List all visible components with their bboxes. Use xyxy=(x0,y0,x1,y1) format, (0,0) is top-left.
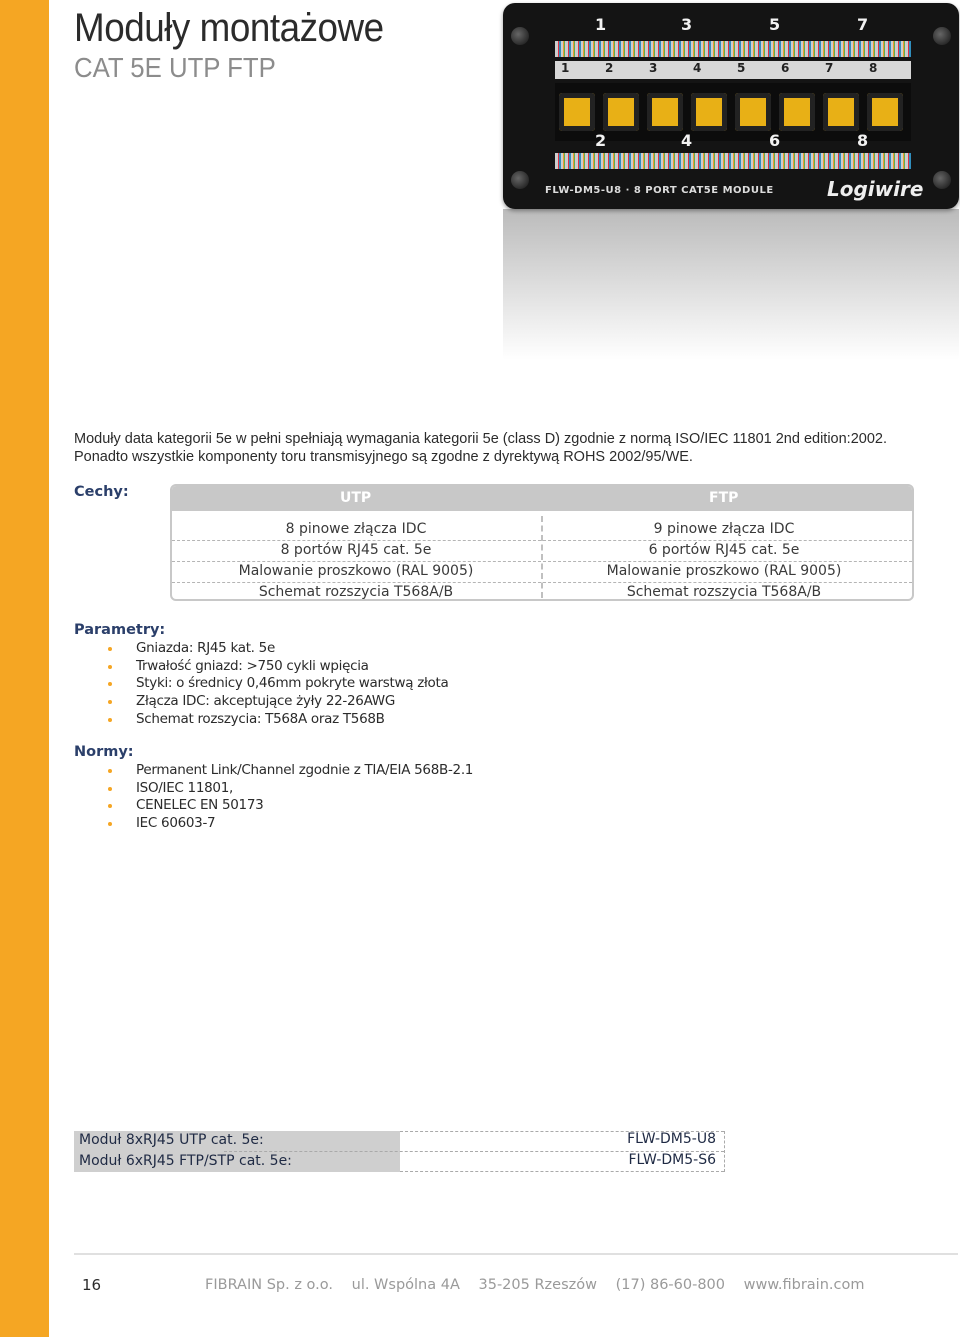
parameters-list xyxy=(108,640,448,728)
feature-cell: Malowanie proszkowo (RAL 9005) xyxy=(606,563,842,579)
table-dash xyxy=(400,1171,724,1172)
footer-company: FIBRAIN Sp. z o.o. xyxy=(205,1277,334,1293)
strip-number: 3 xyxy=(649,61,658,75)
table-dash xyxy=(724,1131,725,1172)
list-item: Styki: o średnicy 0,46mm pokryte warstwą złota xyxy=(108,675,448,693)
footer-website[interactable]: www.fibrain.com xyxy=(743,1277,865,1293)
table-dash xyxy=(224,1151,724,1152)
idc-strip-top xyxy=(555,41,911,57)
norms-list xyxy=(108,762,473,833)
idc-strip-bottom xyxy=(555,153,911,169)
feature-cell: 8 pinowe złącza IDC xyxy=(285,521,427,537)
rj45-port xyxy=(559,93,595,131)
rj45-port xyxy=(691,93,727,131)
intro-text xyxy=(74,430,954,466)
module-model-text: FLW-DM5-U8 · 8 PORT CAT5E MODULE xyxy=(545,185,774,196)
list-item: Złącza IDC: akceptujące żyły 22-26AWG xyxy=(108,693,448,711)
list-item: IEC 60603-7 xyxy=(108,815,473,833)
strip-number: 7 xyxy=(825,61,834,75)
rj45-port xyxy=(867,93,903,131)
table-dash xyxy=(400,1131,724,1132)
rj45-port xyxy=(603,93,639,131)
page-number: 16 xyxy=(82,1276,102,1294)
list-item: ISO/IEC 11801, xyxy=(108,780,473,798)
brand-logo: Logiwire xyxy=(827,177,924,201)
port-number: 3 xyxy=(681,15,693,34)
ftp-column xyxy=(540,519,908,603)
intro-line: Moduły data kategorii 5e w pełni spełniają wymagania kategorii 5e (class D) zgodnie z normą ISO/IEC 11801 2nd edition:2002. xyxy=(74,431,887,447)
list-item: Schemat rozszycia: T568A oraz T568B xyxy=(108,711,448,729)
product-image xyxy=(503,3,959,368)
features-table-header xyxy=(172,486,912,511)
utp-header: UTP xyxy=(340,490,372,506)
footer-contact xyxy=(205,1277,878,1293)
rj45-port xyxy=(779,93,815,131)
list-item: Trwałość gniazd: >750 cykli wpięcia xyxy=(108,658,448,676)
features-label: Cechy: xyxy=(74,484,129,500)
footer-rule xyxy=(74,1253,958,1255)
port-number: 8 xyxy=(857,131,869,150)
intro-line: Ponadto wszystkie komponenty toru transmisyjnego są zgodne z dyrektywą ROHS 2002/95/WE. xyxy=(74,449,693,465)
list-item: CENELEC EN 50173 xyxy=(108,797,473,815)
accent-side-bar xyxy=(0,0,49,1337)
screw-icon xyxy=(511,171,529,189)
footer-city: 35-205 Rzeszów xyxy=(478,1277,597,1293)
strip-number: 2 xyxy=(605,61,614,75)
feature-cell: 6 portów RJ45 cat. 5e xyxy=(648,542,800,558)
port-number: 4 xyxy=(681,131,693,150)
utp-column xyxy=(172,519,540,603)
strip-number: 8 xyxy=(869,61,878,75)
page-title: Moduły montażowe xyxy=(74,6,384,50)
footer-street: ul. Wspólna 4A xyxy=(351,1277,460,1293)
feature-cell: Schemat rozszycia T568A/B xyxy=(626,584,822,600)
footer-phone: (17) 86-60-800 xyxy=(615,1277,726,1293)
feature-cell: 8 portów RJ45 cat. 5e xyxy=(280,542,432,558)
order-name: Moduł 8xRJ45 UTP cat. 5e: xyxy=(79,1132,264,1148)
strip-number: 4 xyxy=(693,61,702,75)
feature-cell: Malowanie proszkowo (RAL 9005) xyxy=(238,563,474,579)
port-label-strip xyxy=(555,61,911,79)
screw-icon xyxy=(511,27,529,45)
features-table xyxy=(170,484,914,601)
ftp-header: FTP xyxy=(709,490,739,506)
list-item: Gniazda: RJ45 kat. 5e xyxy=(108,640,448,658)
rj45-port xyxy=(823,93,859,131)
order-name: Moduł 6xRJ45 FTP/STP cat. 5e: xyxy=(79,1153,292,1169)
panel-reflection xyxy=(503,209,959,368)
strip-number: 5 xyxy=(737,61,746,75)
port-number: 5 xyxy=(769,15,781,34)
port-number: 7 xyxy=(857,15,869,34)
rj45-port xyxy=(735,93,771,131)
norms-label: Normy: xyxy=(74,744,134,760)
order-code: FLW-DM5-U8 xyxy=(627,1131,716,1147)
screw-icon xyxy=(933,171,951,189)
page-subtitle: CAT 5E UTP FTP xyxy=(74,52,276,83)
order-code: FLW-DM5-S6 xyxy=(628,1152,716,1168)
port-number: 6 xyxy=(769,131,781,150)
parameters-label: Parametry: xyxy=(74,622,166,638)
feature-cell: 9 pinowe złącza IDC xyxy=(653,521,795,537)
strip-number: 6 xyxy=(781,61,790,75)
list-item: Permanent Link/Channel zgodnie z TIA/EIA 568B-2.1 xyxy=(108,762,473,780)
port-number: 2 xyxy=(595,131,607,150)
patch-panel xyxy=(503,3,959,209)
screw-icon xyxy=(933,27,951,45)
port-number: 1 xyxy=(595,15,607,34)
ordering-table xyxy=(74,1131,726,1172)
rj45-port xyxy=(647,93,683,131)
strip-number: 1 xyxy=(561,61,570,75)
feature-cell: Schemat rozszycia T568A/B xyxy=(258,584,454,600)
